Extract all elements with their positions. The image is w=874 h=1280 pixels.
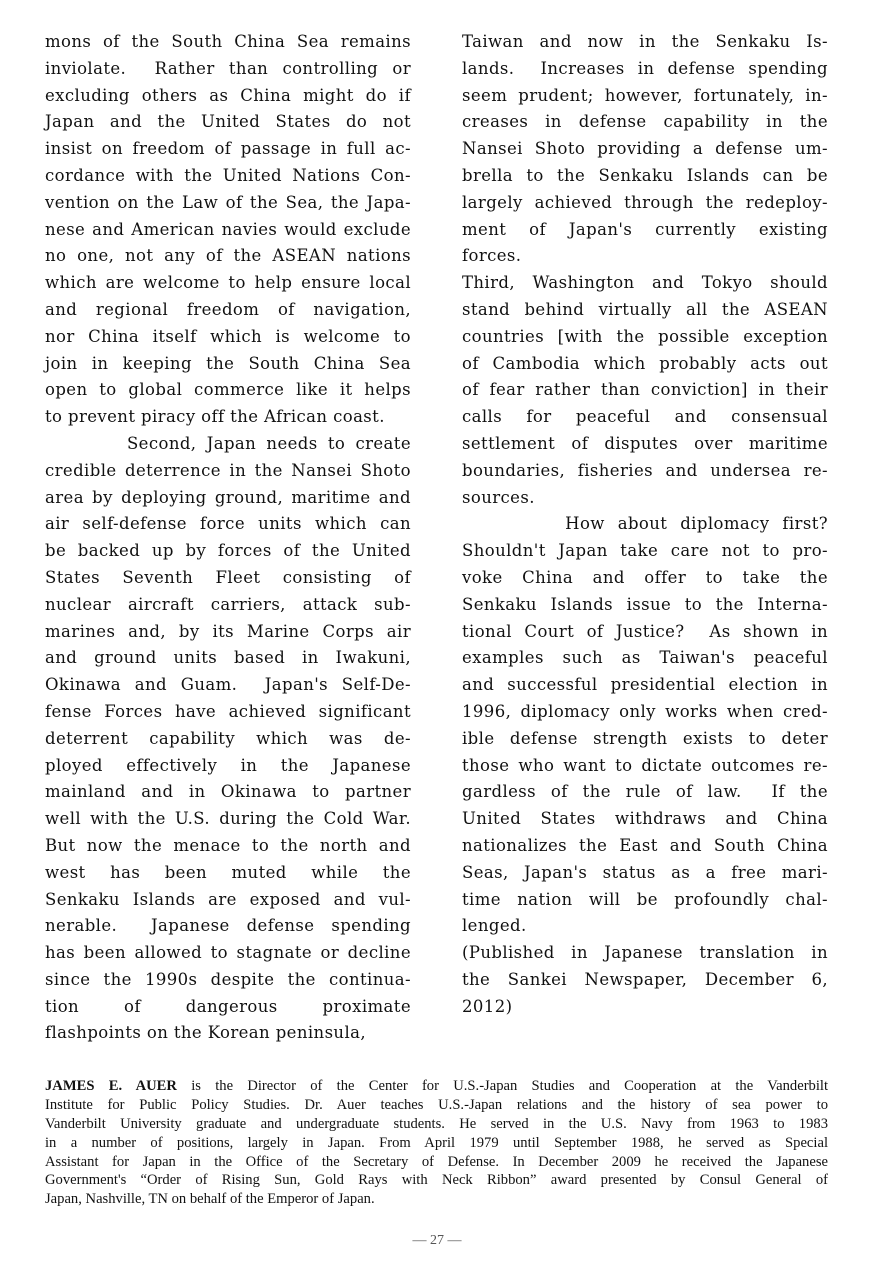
text-line: sources.	[462, 487, 535, 507]
text-line: countries [with the possible exception	[462, 326, 828, 346]
text-line: boundaries, fisheries and undersea re-	[462, 460, 828, 480]
text-line: marines and, by its Marine Corps air	[45, 621, 411, 641]
text-line: fense Forces have achieved significant	[45, 701, 411, 721]
text-line: and regional freedom of navigation,	[45, 299, 411, 319]
page-number: — 27 —	[412, 1233, 462, 1248]
bio-line	[45, 1077, 828, 1096]
text-line: Japan and the United States do not	[45, 112, 411, 132]
text-line: examples such as Taiwan's peaceful	[462, 648, 828, 668]
right-text-column	[462, 29, 828, 1020]
text-line: tional Court of Justice? As shown in	[462, 621, 828, 641]
text-line: west has been muted while the	[45, 862, 411, 882]
text-line: ment of Japan's currently existing	[462, 219, 828, 239]
text-line: no one, not any of the ASEAN nations	[45, 246, 411, 266]
text-line: well with the U.S. during the Cold War.	[45, 809, 411, 829]
text-line: nese and American navies would exclude	[45, 219, 411, 239]
author-name: JAMES E. AUER	[45, 1078, 177, 1094]
text-line: stand behind virtually all the ASEAN	[462, 299, 828, 319]
text-line: creases in defense capability in the	[462, 112, 828, 132]
text-line: seem prudent; however, fortunately, in-	[462, 85, 828, 105]
text-line: How about diplomacy first?	[462, 514, 828, 534]
text-line: States Seventh Fleet consisting of	[45, 567, 411, 587]
bio-line: Japan, Nashville, TN on behalf of the Emperor of Japan.	[45, 1191, 375, 1208]
text-line: join in keeping the South China Sea	[45, 353, 411, 373]
text-line: area by deploying ground, maritime and	[45, 487, 411, 507]
text-line: ployed effectively in the Japanese	[45, 755, 411, 775]
text-line: nationalizes the East and South China	[462, 835, 828, 855]
text-line: nor China itself which is welcome to	[45, 326, 411, 346]
left-text-column	[45, 29, 411, 1047]
text-line: those who want to dictate outcomes re-	[462, 755, 828, 775]
text-line: open to global commerce like it helps	[45, 380, 411, 400]
text-line: mons of the South China Sea remains	[45, 32, 411, 51]
text-line: ible defense strength exists to deter	[462, 728, 828, 748]
text-line: of fear rather than conviction] in their	[462, 380, 828, 400]
text-line: has been allowed to stagnate or decline	[45, 943, 411, 963]
text-line: tion of dangerous proximate	[45, 996, 411, 1016]
bio-line: in a number of positions, largely in Japan. From April 1979 until September 1988, he served as Special	[45, 1134, 828, 1151]
text-line: time nation will be profoundly chal-	[462, 889, 828, 909]
text-line: forces.	[462, 246, 522, 266]
text-line: excluding others as China might do if	[45, 85, 411, 105]
text-line: credible deterrence in the Nansei Shoto	[45, 460, 411, 480]
text-line: mainland and in Okinawa to partner	[45, 782, 411, 802]
text-line: Senkaku Islands are exposed and vul-	[45, 889, 411, 909]
text-line: But now the menace to the north and	[45, 835, 411, 855]
text-line: be backed up by forces of the United	[45, 541, 411, 561]
text-line: vention on the Law of the Sea, the Japa-	[45, 192, 411, 212]
text-line: lenged.	[462, 916, 527, 936]
author-bio	[45, 1077, 828, 1209]
text-line: United States withdraws and China	[462, 809, 828, 829]
text-line: the Sankei Newspaper, December 6,	[462, 969, 828, 989]
text-line: deterrent capability which was de-	[45, 728, 411, 748]
text-line: which are welcome to help ensure local	[45, 273, 411, 293]
text-line: to prevent piracy off the African coast.	[45, 407, 385, 427]
bio-line: Government's “Order of Rising Sun, Gold Rays with Neck Ribbon” award presented by Consul General of	[45, 1172, 828, 1189]
text-line: and successful presidential election in	[462, 675, 828, 695]
bio-first-line-text: is the Director of the Center for U.S.-Japan Studies and Cooperation at the Vanderbilt	[176, 1078, 829, 1094]
text-line: voke China and offer to take the	[462, 567, 828, 587]
text-line: inviolate. Rather than controlling or	[45, 58, 411, 78]
text-line: (Published in Japanese translation in	[462, 943, 828, 963]
text-line: Second, Japan needs to create	[45, 433, 411, 453]
bio-line: Vanderbilt University graduate and undergraduate students. He served in the U.S. Navy from 1963 to 1983	[45, 1115, 828, 1132]
bio-lines	[45, 1096, 828, 1209]
text-line: settlement of disputes over maritime	[462, 433, 828, 453]
text-line: Okinawa and Guam. Japan's Self-De-	[45, 675, 411, 695]
text-line: nerable. Japanese defense spending	[45, 916, 411, 936]
text-line: Taiwan and now in the Senkaku Is-	[462, 32, 828, 51]
text-line: air self-defense force units which can	[45, 514, 411, 534]
text-line: nuclear aircraft carriers, attack sub-	[45, 594, 411, 614]
text-line: since the 1990s despite the continua-	[45, 969, 411, 989]
text-line: Senkaku Islands issue to the Interna-	[462, 594, 828, 614]
text-line: and ground units based in Iwakuni,	[45, 648, 411, 668]
text-line: 1996, diplomacy only works when cred-	[462, 701, 828, 721]
text-line: calls for peaceful and consensual	[462, 407, 828, 427]
text-line: 2012)	[462, 996, 513, 1016]
bio-line: Assistant for Japan in the Office of the Secretary of Defense. In December 2009 he received the Japanese	[45, 1153, 828, 1170]
text-line: lands. Increases in defense spending	[462, 58, 828, 78]
text-line: insist on freedom of passage in full ac-	[45, 139, 411, 159]
text-line: Third, Washington and Tokyo should	[462, 273, 828, 293]
text-line: brella to the Senkaku Islands can be	[462, 165, 828, 185]
text-line: flashpoints on the Korean peninsula,	[45, 1023, 367, 1043]
text-line: Seas, Japan's status as a free mari-	[462, 862, 828, 882]
bio-line: Institute for Public Policy Studies. Dr. Auer teaches U.S.-Japan relations and the history of sea power to	[45, 1096, 828, 1113]
text-line: cordance with the United Nations Con-	[45, 165, 411, 185]
text-line: Nansei Shoto providing a defense um-	[462, 139, 828, 159]
text-line: Shouldn't Japan take care not to pro-	[462, 541, 828, 561]
text-line: largely achieved through the redeploy-	[462, 192, 828, 212]
text-line: gardless of the rule of law. If the	[462, 782, 828, 802]
text-line: of Cambodia which probably acts out	[462, 353, 828, 373]
